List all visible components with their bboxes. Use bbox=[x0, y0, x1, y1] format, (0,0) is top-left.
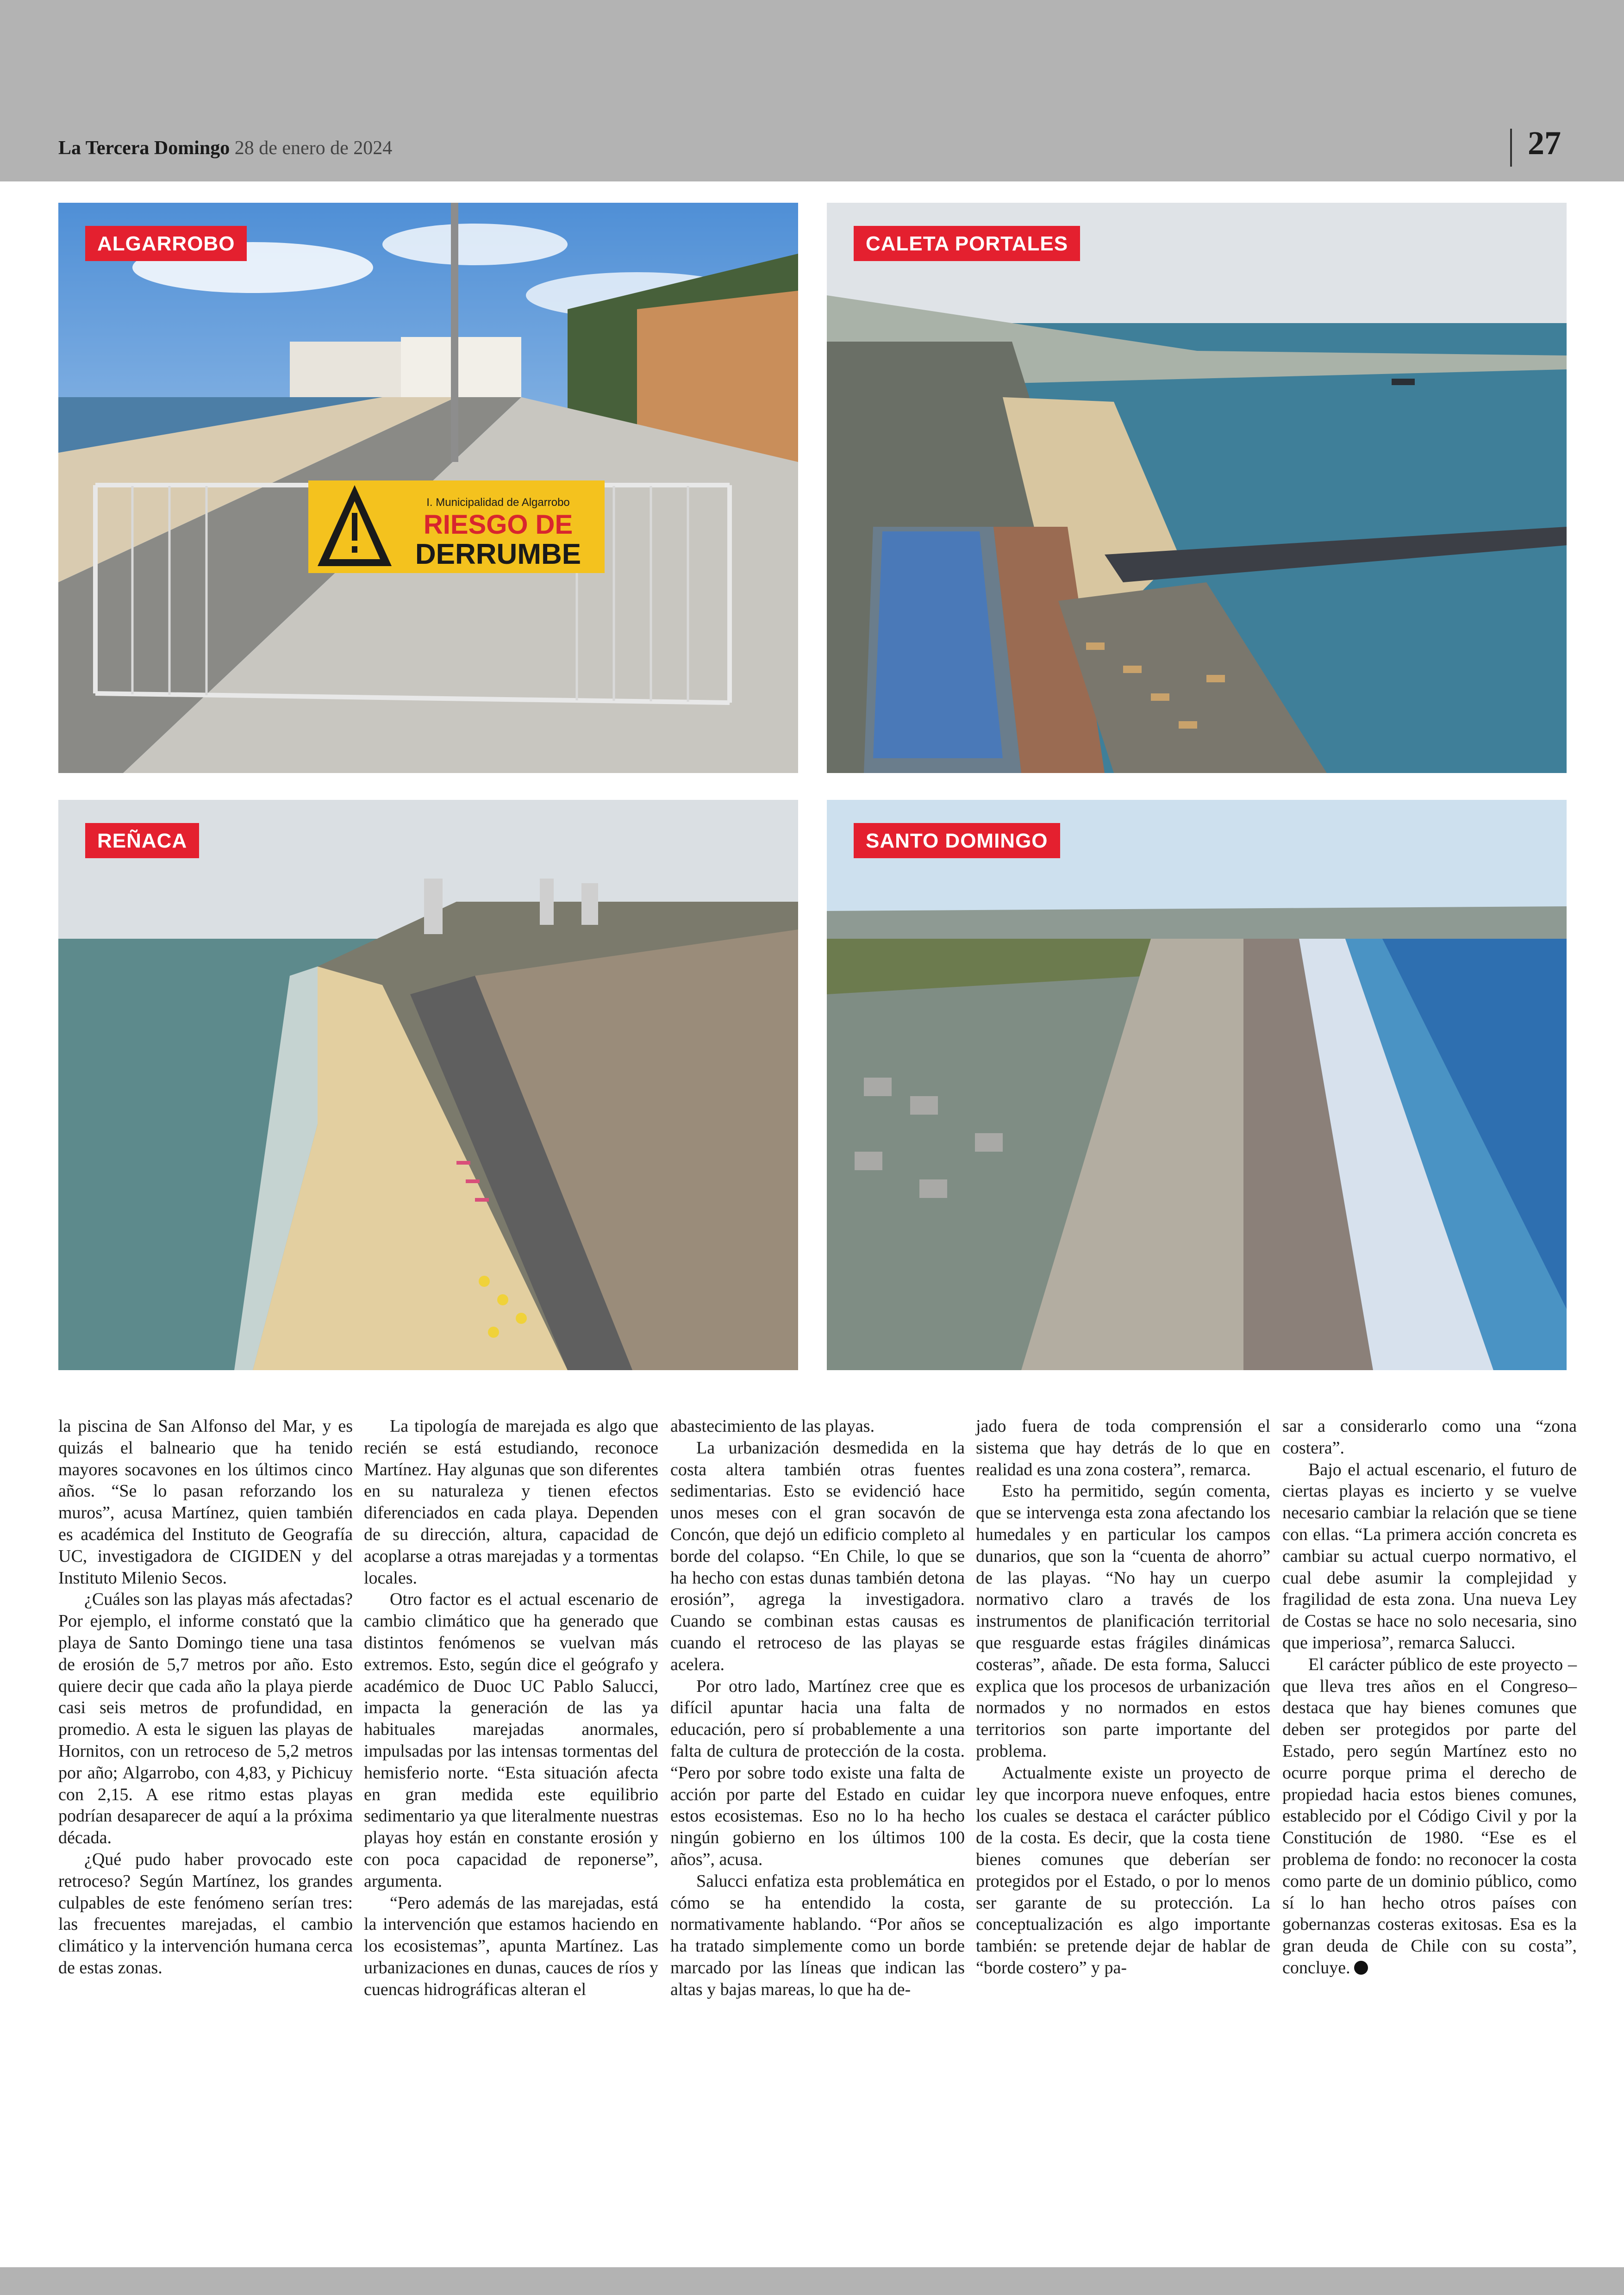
sign-municipality-text: I. Municipalidad de Algarrobo bbox=[426, 496, 570, 509]
algarrobo-image bbox=[58, 203, 798, 773]
paragraph: “Pero además de las marejadas, está la intervención que estamos haciendo en los ecosistemas”, apunta Martínez. Las urbanizaciones en dunas, cauces de ríos y cuencas hidrográficas alteran el bbox=[364, 1893, 658, 1999]
photo-label-santo-domingo: SANTO DOMINGO bbox=[854, 823, 1060, 858]
paragraph: Actualmente existe un proyecto de ley que incorpora nueve enfoques, entre los cuales se destaca el carácter público de la costa. Es decir, que la costa tiene bienes comunes que deberían ser protegidos por el Estado, o por lo menos ser garante de su protección. La conceptualización es algo importante también: se pretende dejar de hablar de “borde costero” y pa- bbox=[976, 1763, 1270, 1977]
photo-renaca bbox=[58, 800, 798, 1370]
paragraph: Esto ha permitido, según comenta, que se intervenga esta zona afectando los humedales y en particular los campos dunarios, que son la “cuenta de ahorro” de las playas. “No hay un cuerpo normativo claro a través de los instrumentos de planificación territorial que resguarde estas frágiles dinámicas costeras”, añade. De esta forma, Salucci explica que los procesos de urbanización normados y no normados en estos territorios son parte importante del problema. bbox=[976, 1481, 1270, 1761]
end-mark-icon bbox=[1354, 1961, 1368, 1975]
photo-label-algarrobo: ALGARROBO bbox=[85, 226, 247, 261]
article-column-4 bbox=[976, 1416, 1270, 1979]
caleta-portales-image bbox=[827, 203, 1567, 773]
paragraph: La tipología de marejada es algo que recién se está estudiando, reconoce Martínez. Hay algunas que son diferentes en su naturaleza y tienen efectos diferenciados en cada playa. Dependen de su dirección, altura, capacidad de acoplarse a otras marejadas y a tormentas locales. bbox=[364, 1416, 658, 1588]
paragraph: jado fuera de toda comprensión el sistema que hay detrás de lo que en realidad es una zona costera”, remarca. bbox=[976, 1416, 1270, 1479]
sign-risk-text: RIESGO DE bbox=[423, 510, 573, 540]
paragraph: Por otro lado, Martínez cree que es difícil apuntar hacia una falta de educación, pero sí probablemente a una falta de cultura de protección de la costa. “Pero por sobre todo existe una falta de acción por parte del Estado en cuidar estos ecosistemas. Eso no lo ha hecho ningún gobierno en los últimos 100 años”, acusa. bbox=[670, 1676, 965, 1869]
paragraph: la piscina de San Alfonso del Mar, y es quizás el balneario que ha tenido mayores socavones en los últimos cinco años. “Se lo pasan reforzando los muros”, acusa Martínez, quien también es académica del Instituto de Geografía UC, investigadora de CIGIDEN y del Instituto Milenio Secos. bbox=[58, 1416, 353, 1588]
article-column-3 bbox=[670, 1416, 965, 2001]
photo-label-renaca: REÑACA bbox=[85, 823, 199, 858]
publication-name: La Tercera Domingo bbox=[58, 137, 230, 159]
footer-band bbox=[0, 2267, 1624, 2295]
masthead bbox=[58, 137, 392, 159]
paragraph: abastecimiento de las playas. bbox=[670, 1416, 875, 1436]
header-divider bbox=[1510, 129, 1512, 167]
paragraph: La urbanización desmedida en la costa altera también otras fuentes sedimentarias. Esto se evidenció hace unos meses con el gran socavón de Concón, que dejó un edificio completo al borde del colapso. “En Chile, lo que se ha hecho con estas dunas también detona erosión”, agrega la investigadora. Cuando se combinan estas causas es cuando el retroceso de las playas se acelera. bbox=[670, 1438, 965, 1674]
sign-collapse-text: DERRUMBE bbox=[415, 538, 581, 570]
article-column-2 bbox=[364, 1416, 658, 2001]
article-column-1 bbox=[58, 1416, 353, 1979]
paragraph: sar a considerarlo como una “zona costera”. bbox=[1282, 1416, 1577, 1458]
article-column-5 bbox=[1282, 1416, 1577, 1979]
paragraph: Salucci enfatiza esta problemática en cómo se ha entendido la costa, normativamente hablando. “Por años se ha tratado simplemente como un borde marcado por las líneas que indican las altas y bajas mareas, lo que ha de- bbox=[670, 1871, 965, 1999]
photo-caleta-portales bbox=[827, 203, 1567, 773]
renaca-image bbox=[58, 800, 798, 1370]
paragraph-final-text: El carácter público de este proyecto –que lleva tres años en el Congreso– destaca que hay bienes comunes que deben ser protegidos por parte del Estado, pero según Martínez esto no ocurre porque prima el derecho de propiedad hacia estos bienes comunes, establecido por el Código Civil y por la Constitución de 1980. “Ese es el problema de fondo: no reconocer la costa como parte de un dominio público, como sí lo han hecho otros países con gobernanzas costeras exitosas. Esa es la gran deuda de Chile con su costa”, concluye. bbox=[1282, 1654, 1577, 1977]
page-number: 27 bbox=[1528, 125, 1561, 162]
paragraph: Bajo el actual escenario, el futuro de ciertas playas es incierto y se vuelve necesario cambiar la relación que se tiene con ellas. “La primera acción concreta es cambiar su actual cuerpo normativo, el cual debe asumir la complejidad y fragilidad de esta zona. Una nueva Ley de Costas se hace no solo necesaria, sino que imperiosa”, remarca Salucci. bbox=[1282, 1459, 1577, 1653]
photo-algarrobo bbox=[58, 203, 798, 773]
paragraph: Otro factor es el actual escenario de cambio climático que ha generado que distintos fenómenos se vuelvan más extremos. Esto, según dice el geógrafo y académico de Duoc UC Pablo Salucci, impacta la generación de las ya habituales marejadas anormales, impulsadas por las intensas tormentas del hemisferio norte. “Esta situación afecta en gran medida este equilibrio sedimentario ya que literalmente nuestras playas hoy están en constante erosión y con poca capacidad de reponerse”, argumenta. bbox=[364, 1590, 658, 1891]
paragraph: ¿Qué pudo haber provocado este retroceso? Según Martínez, los grandes culpables de este fenómeno serían tres: las frecuentes marejadas, el cambio climático y la intervención humana cerca de estas zonas. bbox=[58, 1849, 353, 1977]
photo-label-caleta-portales: CALETA PORTALES bbox=[854, 226, 1080, 261]
paragraph: ¿Cuáles son las playas más afectadas? Por ejemplo, el informe constató que la playa de Santo Domingo tiene una tasa de erosión de 5,7 metros por año. Esto quiere decir que cada año la playa pierde casi seis metros de profundidad, en promedio. A esta le siguen las playas de Hornitos, con un retroceso de 5,2 metros por año; Algarrobo, con 4,83, y Pichicuy con 2,15. A ese ritmo estas playas podrían desaparecer de aquí a la próxima década. bbox=[58, 1590, 353, 1848]
publication-date: 28 de enero de 2024 bbox=[234, 137, 393, 159]
paragraph-final bbox=[1282, 1654, 1577, 1979]
santo-domingo-image bbox=[827, 800, 1567, 1370]
photo-santo-domingo bbox=[827, 800, 1567, 1370]
